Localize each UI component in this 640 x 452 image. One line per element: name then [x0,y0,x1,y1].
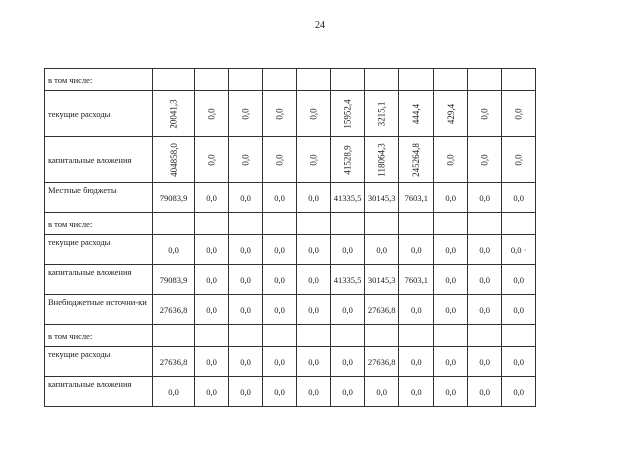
table-cell: 0,0 [468,235,502,265]
table-cell [263,213,297,235]
table-cell [229,69,263,91]
table-cell [263,325,297,347]
row-label: капитальные вложения [45,137,153,183]
table-row [45,183,536,213]
table-cell: 0,0 [468,265,502,295]
cell-value: 0,0 [206,153,217,166]
table-cell [434,213,468,235]
cell-value: 0,0 [274,153,285,166]
table-row [45,347,536,377]
table-cell: 0,0 [331,347,365,377]
table-row [45,137,536,183]
table-cell [399,325,434,347]
table-cell [365,91,399,137]
table-cell [297,213,331,235]
table-cell: 0,0 [297,295,331,325]
table-cell [502,325,536,347]
table-cell [399,213,434,235]
table-cell [434,325,468,347]
table-cell [331,69,365,91]
table-cell: 41335,5 [331,183,365,213]
table-cell [365,325,399,347]
table-cell: 27636,8 [365,347,399,377]
row-label: капитальные вложения [45,265,153,295]
table-cell: 0,0 [263,265,297,295]
table-cell: 0,0 [297,183,331,213]
cell-value: 20041,3 [168,98,179,129]
table-cell: 0,0 [195,183,229,213]
table-cell [468,213,502,235]
table-cell: 0,0 [229,235,263,265]
table-row [45,235,536,265]
table-cell [263,69,297,91]
row-label: текущие расходы [45,235,153,265]
table-cell: 0,0 [195,347,229,377]
row-label: в том числе: [45,325,153,347]
table-cell: 0,0 [502,347,536,377]
table-cell [153,137,195,183]
table-cell: 7603,1 [399,265,434,295]
table-cell: 0,0 [502,295,536,325]
table-cell: 0,0 [502,183,536,213]
table-cell [153,213,195,235]
table-cell [468,69,502,91]
table-cell [195,91,229,137]
table-cell: 79083,9 [153,183,195,213]
table-row [45,377,536,407]
cell-value: 15952,4 [342,98,353,129]
table-cell: 0,0 [331,235,365,265]
table-cell [263,91,297,137]
table-cell: 0,0 [153,377,195,407]
cell-value: 404858,0 [168,142,179,177]
table-cell [434,91,468,137]
table-cell [434,137,468,183]
table-cell [263,137,297,183]
table-cell: 0,0 [434,235,468,265]
table-cell: 0,0 [195,265,229,295]
table-cell [229,91,263,137]
table-cell [229,213,263,235]
cell-value: 0,0 [240,153,251,166]
row-label: текущие расходы [45,91,153,137]
row-label: Местные бюджеты [45,183,153,213]
table-cell [331,325,365,347]
table-cell: 0,0 [399,377,434,407]
budget-table [44,68,536,407]
table-cell [502,213,536,235]
table-cell: 0,0 [331,377,365,407]
table-cell: 0,0 [297,377,331,407]
table-row [45,91,536,137]
table-cell [297,91,331,137]
table-cell [153,91,195,137]
cell-value: 0,0 [479,107,490,120]
table-cell: 0,0 [331,295,365,325]
table-cell [195,325,229,347]
table-cell [365,137,399,183]
table-cell [399,137,434,183]
table-cell: 0,0 [263,295,297,325]
table-cell [297,137,331,183]
table-cell: 27636,8 [153,295,195,325]
table-cell: 0,0 [468,295,502,325]
table-cell: 0,0 [229,183,263,213]
table-cell [502,69,536,91]
table-cell [331,91,365,137]
table-cell: 79083,9 [153,265,195,295]
table-cell: 30145,3 [365,183,399,213]
table-row [45,69,536,91]
table-cell: 0,0 [468,347,502,377]
row-label: в том числе: [45,213,153,235]
table-cell [399,69,434,91]
table-cell: 0,0 [399,235,434,265]
table-cell [434,69,468,91]
cell-value: 0,0 [513,153,524,166]
table-cell: 0,0 [365,377,399,407]
table-cell: 0,0 · [502,235,536,265]
cell-value: 0,0 [308,153,319,166]
table-cell: 0,0 [434,265,468,295]
table-cell: 0,0 [229,377,263,407]
cell-value: 429,4 [445,103,456,124]
table-cell: 0,0 [434,183,468,213]
table-cell: 0,0 [263,183,297,213]
table-cell: 0,0 [468,377,502,407]
table-cell: 0,0 [263,377,297,407]
table-cell: 0,0 [434,377,468,407]
table-cell: 0,0 [399,347,434,377]
table-cell: 30145,3 [365,265,399,295]
cell-value: 3215,1 [376,101,387,126]
table-cell [195,137,229,183]
table-cell [399,91,434,137]
row-label: текущие расходы [45,347,153,377]
table-cell [195,213,229,235]
row-label: капитальные вложения [45,377,153,407]
table-cell: 0,0 [297,265,331,295]
table-cell [297,69,331,91]
table-cell [195,69,229,91]
table-cell [468,91,502,137]
table-cell [468,325,502,347]
table-cell: 0,0 [195,377,229,407]
table-cell: 0,0 [502,377,536,407]
table-cell [153,325,195,347]
table-cell: 27636,8 [365,295,399,325]
cell-value: 0,0 [274,107,285,120]
table-row [45,265,536,295]
table-cell: 0,0 [229,347,263,377]
table-cell: 0,0 [195,295,229,325]
cell-value: 41528,9 [342,144,353,175]
table-cell: 0,0 [365,235,399,265]
row-label: Внебюджетные источни-ки [45,295,153,325]
table-cell: 0,0 [263,347,297,377]
table-cell [468,137,502,183]
table-cell [502,91,536,137]
table-cell [365,213,399,235]
table-cell: 0,0 [434,347,468,377]
cell-value: 0,0 [206,107,217,120]
table-cell [331,213,365,235]
table-row [45,213,536,235]
cell-value: 0,0 [308,107,319,120]
cell-value: 0,0 [445,153,456,166]
table-cell: 0,0 [229,265,263,295]
table-cell: 0,0 [195,235,229,265]
table-cell: 27636,8 [153,347,195,377]
cell-value: 444,4 [411,103,422,124]
table-cell: 41335,5 [331,265,365,295]
table-cell: 0,0 [502,265,536,295]
table-row [45,325,536,347]
table-cell: 7603,1 [399,183,434,213]
cell-value: 245264,8 [411,142,422,177]
table-cell: 0,0 [399,295,434,325]
table-cell: 0,0 [297,235,331,265]
table-cell [153,69,195,91]
table-cell [229,137,263,183]
table-cell: 0,0 [434,295,468,325]
cell-value: 0,0 [479,153,490,166]
page-number: 24 [315,20,325,31]
row-label: в том числе: [45,69,153,91]
table-cell [502,137,536,183]
cell-value: 0,0 [513,107,524,120]
table-cell [365,69,399,91]
table-cell: 0,0 [297,347,331,377]
table-cell: 0,0 [229,295,263,325]
table-cell [229,325,263,347]
table-cell: 0,0 [468,183,502,213]
cell-value: 0,0 [240,107,251,120]
table-cell: 0,0 [263,235,297,265]
table-row [45,295,536,325]
table-cell [331,137,365,183]
cell-value: 118064,3 [376,142,387,177]
table-cell: 0,0 [153,235,195,265]
table-cell [297,325,331,347]
